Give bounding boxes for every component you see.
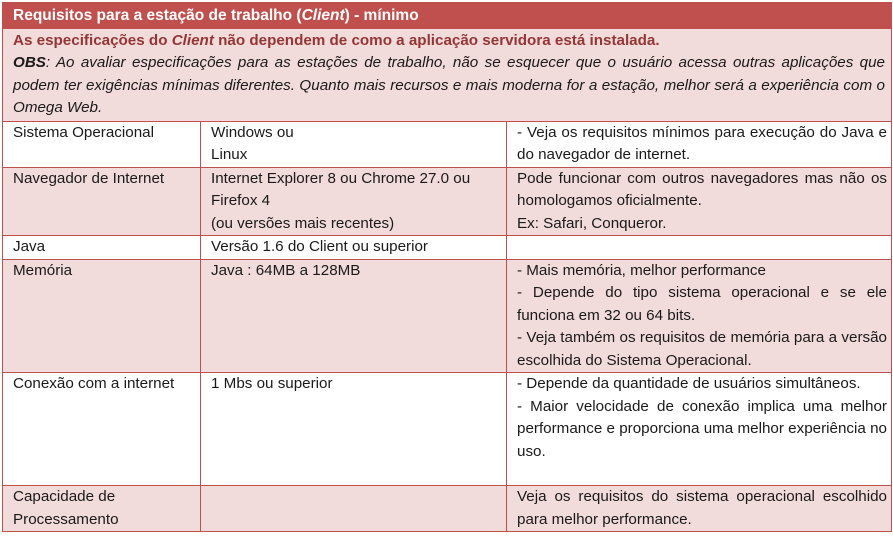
- table-row: [3, 167, 892, 236]
- row-value: Internet Explorer 8 ou Chrome 27.0 ou Firefox 4 (ou versões mais recentes): [201, 167, 507, 236]
- table-row: [3, 121, 892, 167]
- table-row: [3, 236, 892, 260]
- requirements-table: [2, 2, 892, 532]
- table-row: [3, 373, 892, 486]
- row-notes: - Mais memória, melhor performance - Depende do tipo sistema operacional e se ele funciona em 32 ou 64 bits. - Veja também os requisitos de memória para a versão escolhida do Sistema Operacional.: [507, 259, 892, 373]
- row-notes: Veja os requisitos do sistema operacional escolhido para melhor performance.: [507, 486, 892, 532]
- row-value: Versão 1.6 do Client ou superior: [201, 236, 507, 260]
- table-header-row: [3, 3, 892, 29]
- row-notes: - Depende da quantidade de usuários simultâneos. - Maior velocidade de conexão implica uma melhor performance e proporciona uma melhor experiência no uso.: [507, 373, 892, 486]
- intro-row: [3, 29, 892, 122]
- row-notes: [507, 236, 892, 260]
- client-notice: As especificações do Client não dependem de como a aplicação servidora está instalada.: [13, 32, 660, 49]
- table-row: [3, 486, 892, 532]
- row-notes: - Veja os requisitos mínimos para execução do Java e do navegador de internet.: [507, 121, 892, 167]
- row-label: Java: [3, 236, 201, 260]
- row-label: Conexão com a internet: [3, 373, 201, 486]
- row-value: Java : 64MB a 128MB: [201, 259, 507, 373]
- intro-cell: [3, 29, 892, 122]
- row-notes: Pode funcionar com outros navegadores mas não os homologamos oficialmente. Ex: Safari, Conqueror.: [507, 167, 892, 236]
- requirements-table-container: [2, 2, 891, 532]
- row-label: Capacidade de Processamento: [3, 486, 201, 532]
- table-title: Requisitos para a estação de trabalho (Client) - mínimo: [3, 3, 892, 29]
- row-value: 1 Mbs ou superior: [201, 373, 507, 486]
- row-label: Sistema Operacional: [3, 121, 201, 167]
- row-label: Navegador de Internet: [3, 167, 201, 236]
- obs-note: OBS: Ao avaliar especificações para as estações de trabalho, não se esquecer que o usuário acessa outras aplicações que podem ter exigências mínimas diferentes. Quanto mais recursos e mais moderna for a estação, melhor será a experiência com o Omega Web.: [13, 54, 885, 116]
- row-value: [201, 486, 507, 532]
- table-row: [3, 259, 892, 373]
- row-value: Windows ou Linux: [201, 121, 507, 167]
- row-label: Memória: [3, 259, 201, 373]
